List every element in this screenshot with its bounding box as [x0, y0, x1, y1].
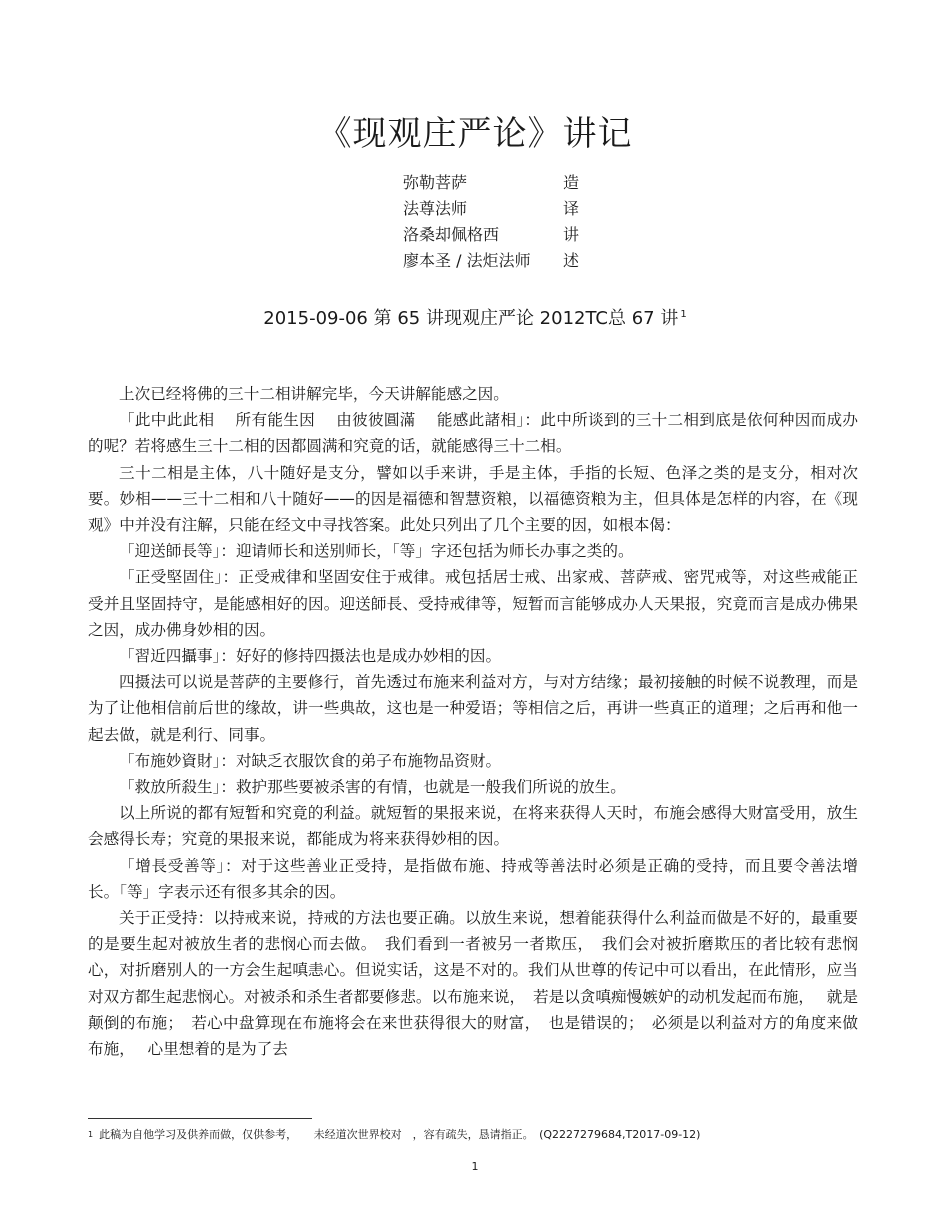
paragraph: 「救放所殺生」：救护那些要被杀害的有情，也就是一般我们所说的放生。 — [119, 778, 626, 797]
credit-row-translator — [403, 196, 603, 222]
credit-name: 洛桑却佩格西 — [403, 225, 500, 244]
footnote-reference[interactable]: 1 — [680, 309, 687, 320]
paragraph: 四摄法可以说是菩萨的主要修行，首先透过布施来利益对方，与对方结缘；最初接触的时候不说教理，而是为了让他相信前后世的缘故，讲一些典故，这也是一种爱语；等相信之后，再讲一些真正的道理；之后再和他一起去做，就是利行、同事。 — [88, 673, 858, 744]
credit-name: 廖本圣 / 法炬法师 — [403, 251, 531, 270]
footnote — [88, 1126, 858, 1144]
session-text: 2015-09-06 第 65 讲现观庄严论 2012TC总 67 讲 — [263, 308, 679, 329]
paragraph: 关于正受持：以持戒来说，持戒的方法也要正确。以放生来说，想着能获得什么利益而做是不好的，最重要的是要生起对被放生者的悲悯心而去做。 我们看到一者被另一者欺压， 我们会对被折磨欺压的者比较有悲悯心，对折磨别人的一方会生起嗔恚心。但说实话，这是不对的。我们从世尊的传记中可以看出，在此情形，应当对双方都生起悲悯心。对被杀和杀生者都要修悲。以布施来说， 若是以贪嗔痴慢嫉妒的动机发起而布施， 就是颠倒的布施； 若心中盘算现在布施将会在来世获得很大的财富， 也是错误的； 必须是以利益对方的角度来做布施， 心里想着的是为了去 — [88, 909, 858, 1059]
credit-role: 述 — [563, 251, 580, 270]
paragraph: 三十二相是主体，八十随好是支分，譬如以手来讲，手是主体，手指的长短、色泽之类的是支分，相对次要。妙相——三十二相和八十随好——的因是福德和智慧资粮，以福德资粮为主，但具体是怎样的内容，在《现观》中并没有注解，只能在经文中寻找答案。此处只列出了几个主要的因，如根本偈： — [88, 463, 858, 535]
footnote-mark: 1 — [88, 1130, 94, 1139]
paragraph: 「正受堅固住」：正受戒律和坚固安住于戒律。戒包括居士戒、出家戒、菩萨戒、密咒戒等，对这些戒能正受并且坚固持守，是能感相好的因。迎送師長、受持戒律等，短暂而言能够成办人天果报，究竟而言是成办佛果之因，成办佛身妙相的因。 — [88, 568, 858, 639]
paragraph: 「布施妙資財」：对缺乏衣服饮食的弟子布施物品资财。 — [119, 751, 502, 770]
footnote-divider — [88, 1118, 312, 1119]
body-text — [88, 381, 858, 1062]
footnote-text: 此稿为自他学习及供养而做，仅供参考， 未经道次世界校对 ，容有疏失，恳请指正。 (Q2227279684,T2017-09-12) — [99, 1128, 701, 1141]
document-title: 《现观庄严论》讲记 — [317, 114, 633, 154]
session-heading — [0, 305, 950, 333]
credit-row-recorder — [403, 248, 603, 274]
paragraph: 「習近四攝事」：好好的修持四摄法也是成办妙相的因。 — [119, 647, 502, 666]
credit-name: 弥勒菩萨 — [403, 173, 468, 192]
credit-role: 译 — [563, 199, 580, 218]
page-number: 1 — [471, 1160, 479, 1173]
credits-block — [403, 170, 603, 274]
paragraph: 以上所说的都有短暂和究竟的利益。就短暂的果报来说，在将来获得人天时，布施会感得大财富受用，放生会感得长寿；究竟的果报来说，都能成为将来获得妙相的因。 — [88, 804, 858, 849]
paragraph: 「此中此此相 所有能生因 由彼彼圓滿 能感此諸相」：此中所谈到的三十二相到底是依何种因而成办的呢？若将感生三十二相的因都圆满和究竟的话，就能感得三十二相。 — [88, 411, 858, 456]
paragraph: 上次已经将佛的三十二相讲解完毕，今天讲解能感之因。 — [119, 385, 509, 403]
paragraph: 「增長受善等」：对于这些善业正受持，是指做布施、持戒等善法时必须是正确的受持，而且要令善法增长。「等」字表示还有很多其余的因。 — [88, 856, 858, 901]
credit-row-author — [403, 170, 603, 196]
credit-role: 造 — [563, 173, 580, 192]
credit-row-lecturer — [403, 222, 603, 248]
credit-name: 法尊法师 — [403, 199, 468, 218]
credit-role: 讲 — [563, 225, 580, 244]
paragraph: 「迎送師長等」：迎请师长和送别师长，「等」字还包括为师长办事之类的。 — [119, 542, 634, 561]
